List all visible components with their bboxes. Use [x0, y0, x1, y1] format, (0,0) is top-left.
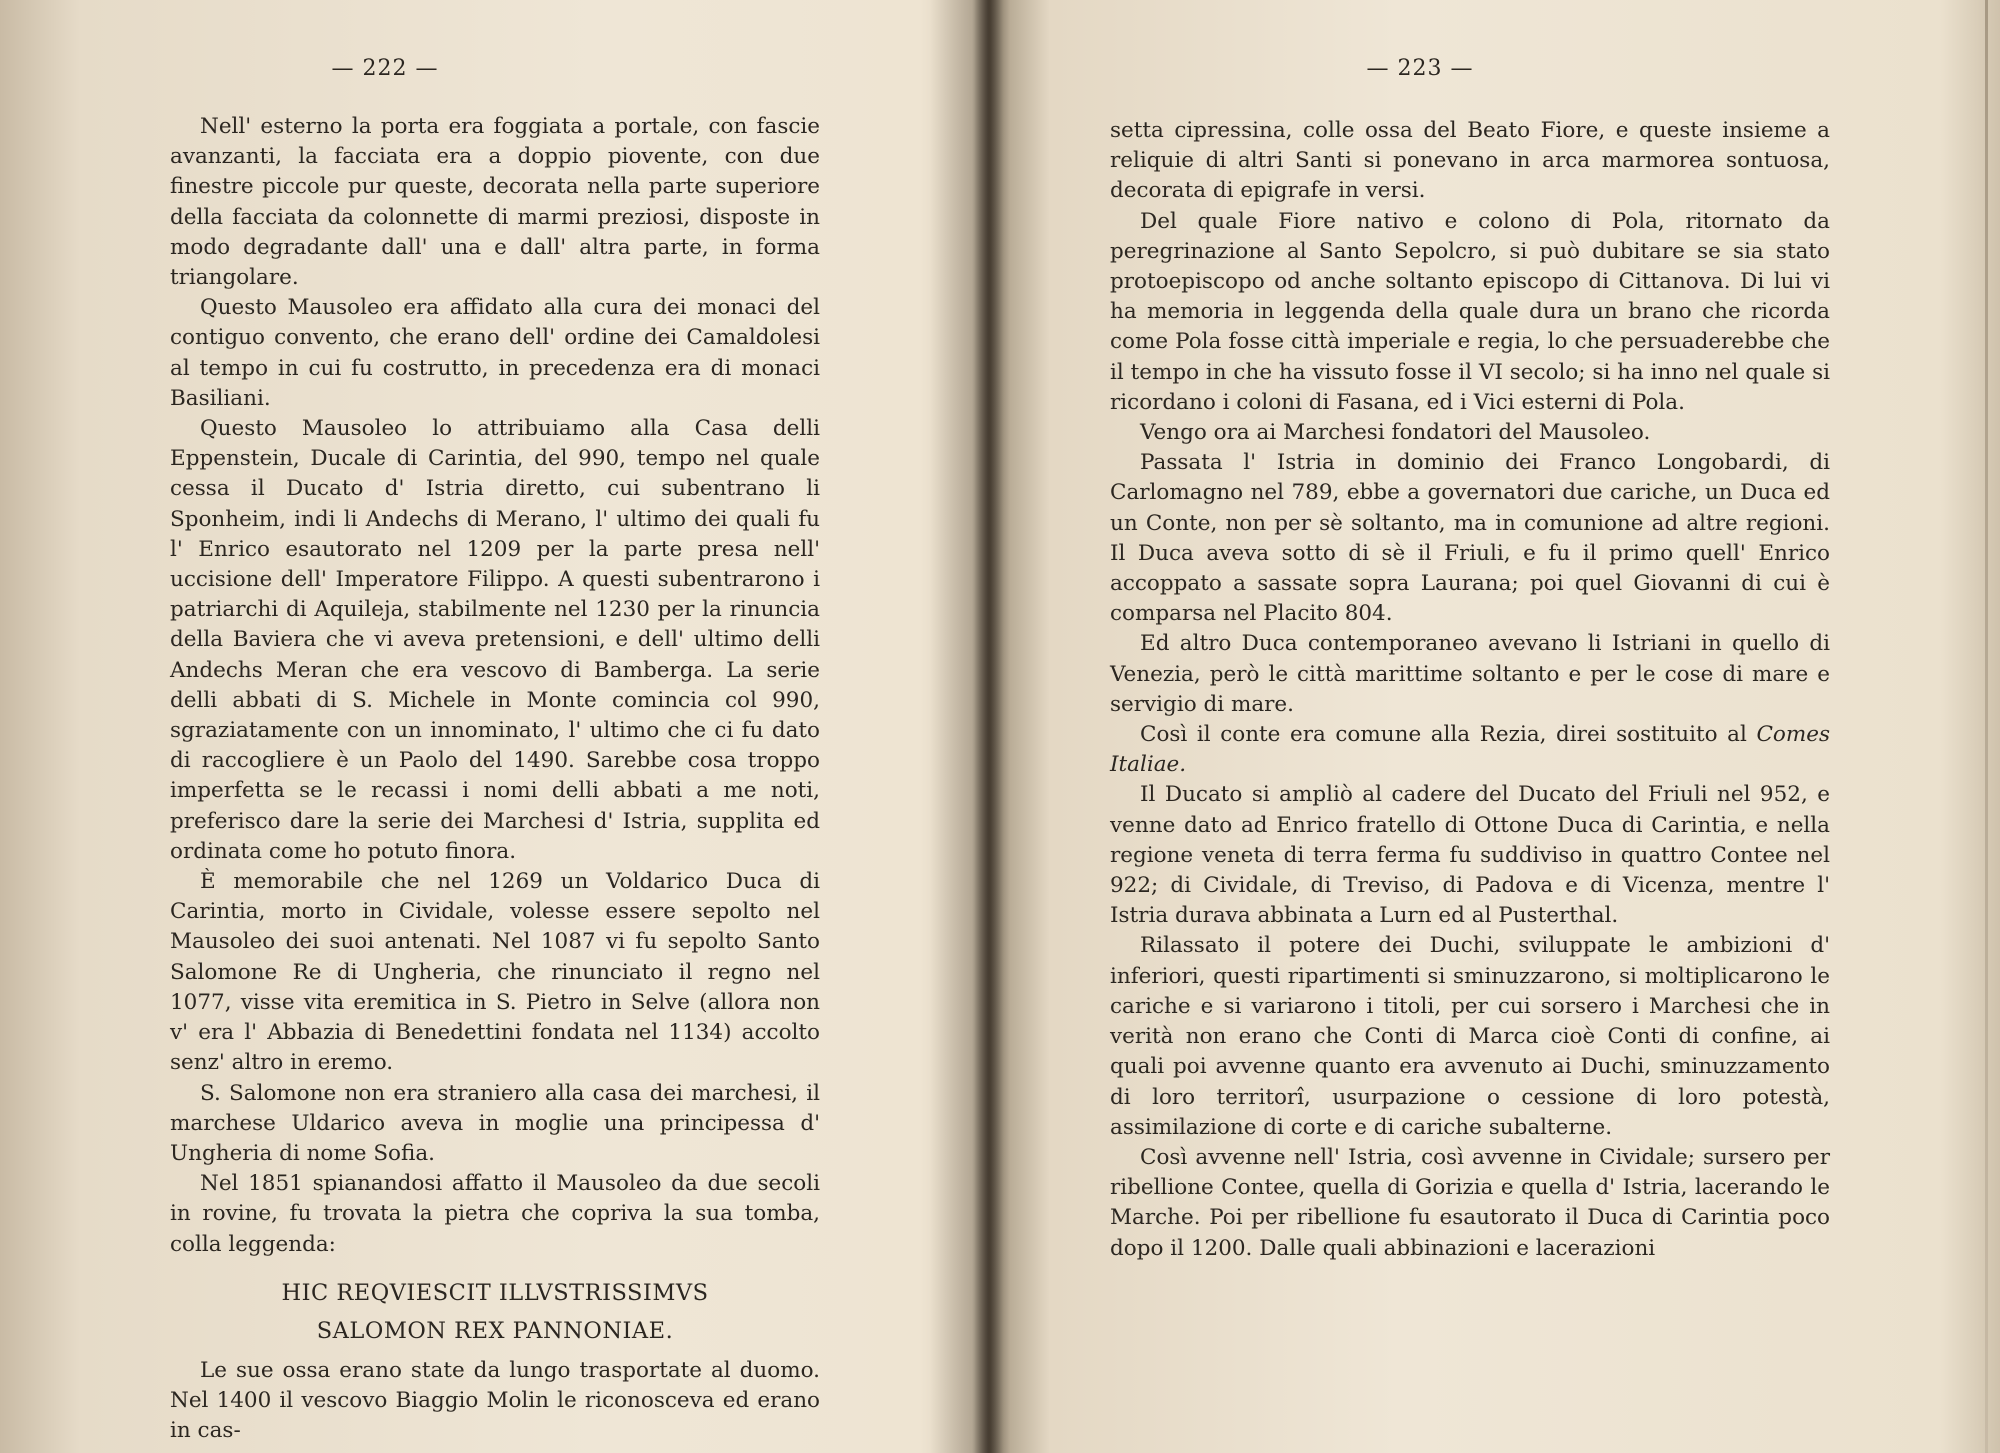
- book-gutter: [930, 0, 1010, 1453]
- paragraph: Il Ducato si ampliò al cadere del Ducato del Friuli nel 952, e venne dato ad Enrico fratello di Ottone Duca di Carintia, e nella regione veneta di terra ferma fu suddiviso in quattro Contee nel 922; di Cividale, di Treviso, di Padova e di Vicenza, mentre l' Istria durava abbinata a Lurn ed al Pusterthal.: [1110, 782, 1830, 929]
- inscription-line: SALOMON REX PANNONIAE.: [316, 1317, 674, 1344]
- paragraph: Rilassato il potere dei Duchi, sviluppate le ambizioni d' inferiori, questi ripartimenti si sminuzzarono, si moltiplicarono le cariche e si variarono i titoli, per cui sorsero i Marchesi che in verità non erano che Conti di Marca cioè Conti di confine, ai quali poi avvenne quanto era avvenuto ai Duchi, sminuzzamento di loro territorî, usurpazione o cessione di loro potestà, assimilazione di corte e di cariche subalterne.: [1110, 933, 1830, 1140]
- page-number-left: — 222 —: [331, 56, 439, 81]
- paragraph: Ed altro Duca contemporaneo avevano li Istriani in quello di Venezia, però le città marittime soltanto e per le cose di mare e servigio di mare.: [1110, 631, 1830, 717]
- paragraph: Vengo ora ai Marchesi fondatori del Mausoleo.: [1140, 420, 1651, 446]
- comes-italiae-italic: Comes Italiae.: [1110, 722, 1830, 778]
- paragraph: setta cipressina, colle ossa del Beato Fiore, e queste insieme a reliquie di altri Santi si ponevano in arca marmorea sontuosa, decorata di epigrafe in versi.: [1110, 118, 1830, 204]
- paragraph: Passata l' Istria in dominio dei Franco Longobardi, di Carlomagno nel 789, ebbe a governatori due cariche, un Duca ed un Conte, non per sè soltanto, ma in comunione ad altre regioni. Il Duca aveva sotto di sè il Friuli, e fu il primo quell' Enrico accoppato a sassate sopra Laurana; poi quel Giovanni di cui è comparsa nel Placito 804.: [1110, 450, 1830, 627]
- page-edge: [1985, 0, 1988, 1453]
- right-page: [1110, 0, 1830, 1453]
- right-page-text: [1110, 116, 1830, 1264]
- paragraph: Le sue ossa erano state da lungo trasportate al duomo. Nel 1400 il vescovo Biaggio Molin le riconosceva ed erano in cas-: [170, 1357, 820, 1444]
- paragraph: È memorabile che nel 1269 un Voldarico Duca di Carintia, morto in Cividale, volesse essere sepolto nel Mausoleo dei suoi antenati. Nel 1087 vi fu sepolto Santo Salomone Re di Ungheria, che rinunciato il regno nel 1077, visse vita eremitica in S. Pietro in Selve (allora non v' era l' Abbazia di Benedettini fondata nel 1134) accolto senz' altro in eremo.: [170, 869, 820, 1076]
- paragraph: [1110, 720, 1830, 780]
- paragraph: Nel 1851 spianandosi affatto il Mausoleo da due secoli in rovine, fu trovata la pietra che copriva la sua tomba, colla leggenda:: [170, 1171, 820, 1257]
- paragraph: Del quale Fiore nativo e colono di Pola, ritornato da peregrinazione al Santo Sepolcro, si può dubitare se sia stato protoepiscopo od anche soltanto episcopo di Cittanova. Di lui vi ha memoria in leggenda della quale dura un brano che ricorda come Pola fosse città imperiale e regia, lo che persuaderebbe che il tempo in che ha vissuto fosse il VI secolo; si ha inno nel quale si ricordano i coloni di Fasana, ed i Vici esterni di Pola.: [1110, 208, 1830, 415]
- page-number-right: — 223 —: [1366, 56, 1474, 81]
- left-page-text: [170, 112, 820, 1446]
- paragraph: Così avvenne nell' Istria, così avvenne in Cividale; sursero per ribellione Contee, quella di Gorizia e quella d' Istria, lacerando le Marche. Poi per ribellione fu esautorato il Duca di Carintia poco dopo il 1200. Dalle quali abbinazioni e lacerazioni: [1110, 1144, 1830, 1261]
- left-page: [170, 0, 820, 1453]
- paragraph: Nell' esterno la porta era foggiata a portale, con fascie avanzanti, la facciata era a doppio piovente, con due finestre piccole pur queste, decorata nella parte superiore della facciata da colonnette di marmi preziosi, disposte in modo degradante dall' una e dall' altra parte, in forma triangolare.: [170, 114, 820, 291]
- paragraph: Questo Mausoleo era affidato alla cura dei monaci del contiguo convento, che erano dell' ordine dei Camaldolesi al tempo in cui fu costrutto, in precedenza era di monaci Basiliani.: [170, 295, 820, 411]
- comes-text: Così il conte era comune alla Rezia, direi sostituito al: [1140, 722, 1757, 748]
- paragraph: Questo Mausoleo lo attribuiamo alla Casa delli Eppenstein, Ducale di Carintia, del 990, tempo nel quale cessa il Ducato d' Istria diretto, cui subentrano li Sponheim, indi li Andechs di Merano, l' ultimo dei quali fu l' Enrico esautorato nel 1209 per la parte presa nell' uccisione dell' Imperatore Filippo. A questi subentrarono i patriarchi di Aquileja, stabilmente nel 1230 per la rinuncia della Baviera che vi aveva pretensioni, e dell' ultimo delli Andechs Meran che era vescovo di Bamberga. La serie delli abbati di S. Michele in Monte comincia col 990, sgraziatamente con un innominato, l' ultimo che ci fu dato di raccogliere è un Paolo del 1490. Sarebbe cosa troppo imperfetta se le recassi i nomi delli abbati a me noti, preferisco dare la serie dei Marchesi d' Istria, supplita ed ordinata come ho potuto finora.: [170, 416, 820, 864]
- tomb-inscription: [170, 1274, 820, 1350]
- paragraph: S. Salomone non era straniero alla casa dei marchesi, il marchese Uldarico aveva in moglie una principessa d' Ungheria di nome Sofia.: [170, 1080, 820, 1166]
- inscription-line: HIC REQVIESCIT ILLVSTRISSIMVS: [281, 1279, 709, 1306]
